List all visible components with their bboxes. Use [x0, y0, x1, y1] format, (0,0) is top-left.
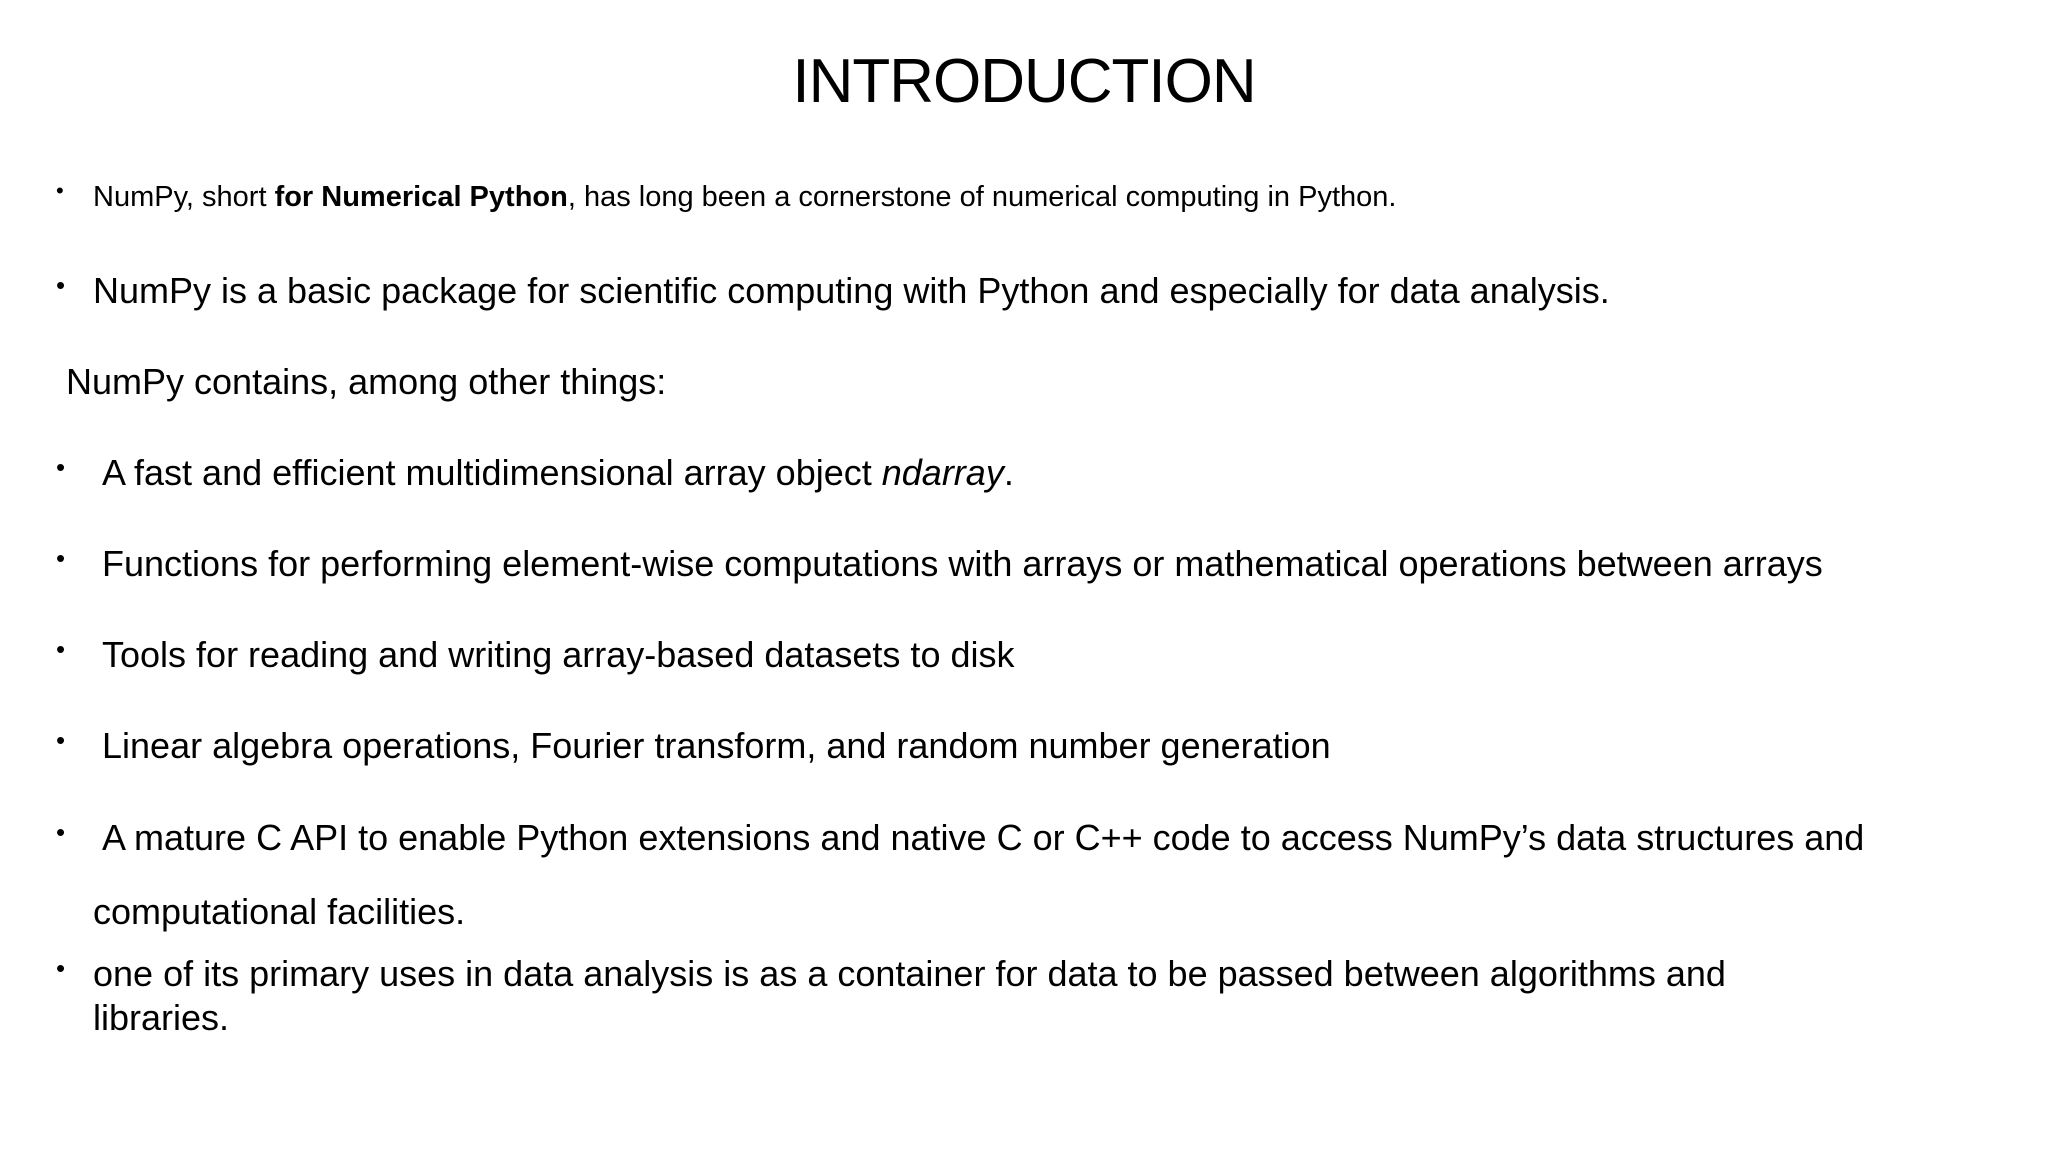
bullet-marker: • — [56, 543, 66, 573]
bullet-io-tools: Tools for reading and writing array-based datasets to disk — [102, 634, 1015, 675]
bullet-ndarray — [102, 452, 1014, 493]
bullet-c-api-line2: computational facilities. — [93, 891, 466, 932]
bullet-marker: • — [56, 953, 66, 983]
bullet-numpy-definition — [93, 181, 1396, 214]
bullet-text-post: , has long been a cornerstone of numerical computing in Python. — [567, 181, 1397, 213]
slide-title: INTRODUCTION — [792, 47, 1256, 116]
bullet-linear-algebra: Linear algebra operations, Fourier transform, and random number generation — [102, 725, 1331, 766]
numpy-contains-heading: NumPy contains, among other things: — [66, 361, 667, 402]
bullet-element-wise-functions: Functions for performing element-wise computations with arrays or mathematical operations between arrays — [102, 543, 1823, 584]
bullet-marker: • — [56, 817, 66, 847]
bullet-basic-package: NumPy is a basic package for scientific computing with Python and especially for data analysis. — [93, 270, 1610, 311]
bullet-container-line2: libraries. — [93, 997, 230, 1038]
bullet-marker: • — [56, 178, 64, 203]
bullet-text-post: . — [1003, 452, 1014, 493]
bullet-marker: • — [56, 452, 66, 482]
bullet-marker: • — [56, 270, 66, 300]
bullet-text-pre: NumPy, short — [93, 181, 275, 213]
bullet-container-line1: one of its primary uses in data analysis is as a container for data to be passed between algorithms and — [93, 953, 1726, 994]
bullet-c-api-line1: A mature C API to enable Python extensions and native C or C++ code to access NumPy’s data structures and — [102, 817, 1865, 858]
bullet-marker: • — [56, 725, 66, 755]
bullet-marker: • — [56, 634, 66, 664]
bullet-text-italic: ndarray — [881, 452, 1004, 493]
bullet-text-bold: for Numerical Python — [274, 181, 568, 213]
bullet-text-pre: A fast and efficient multidimensional array object — [102, 452, 882, 493]
